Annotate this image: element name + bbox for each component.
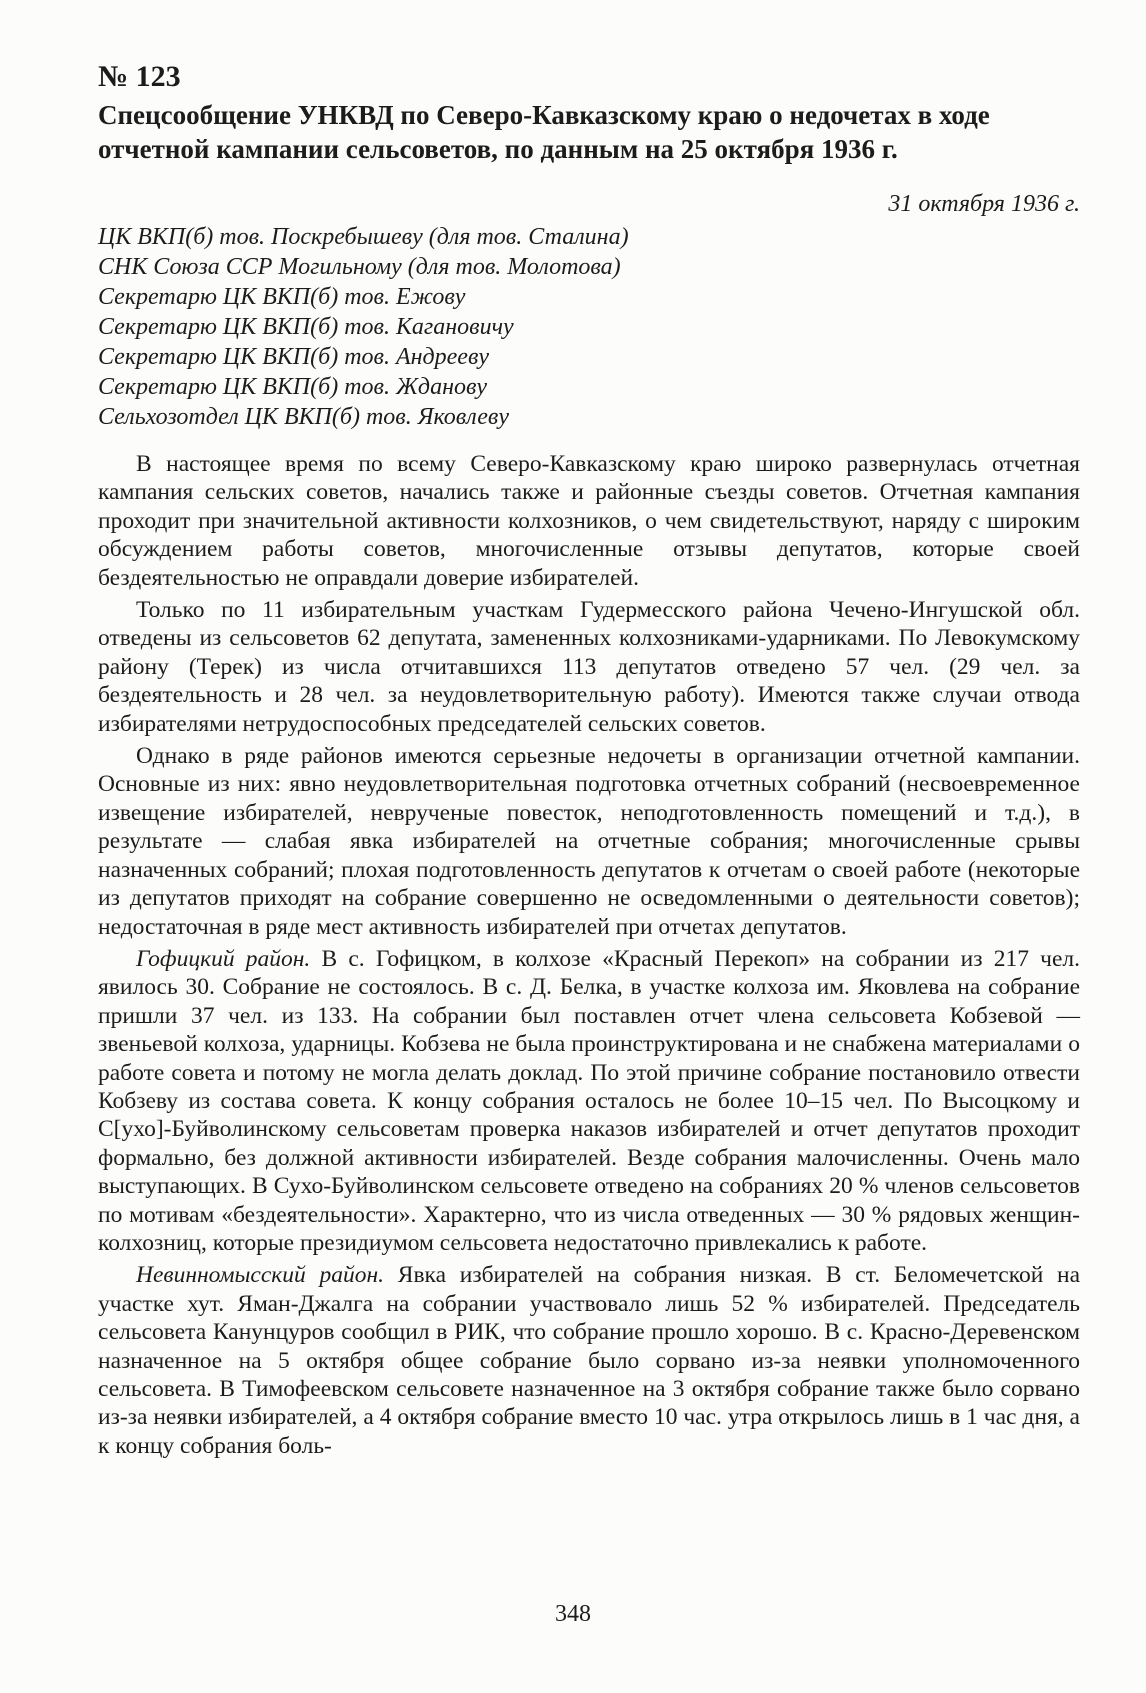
paragraph-text: Явка избирателей на собрания низкая. В ст. Беломечетской на участке хут. Яман-Джалга на собрании участвовало лишь 52 % избирателей. Председатель сельсовета Канунцуров сообщил в РИК, что собрание прошло хорошо. В с. Красно-Деревенском назначенное на 5 октября общее собрание было сорвано из-за неявки уполномоченного сельсовета. В Тимофеевском сельсовете назначенное на 3 октября собрание также было сорвано из-за неявки избирателей, а 4 октября собрание вместо 10 час. утра открылось лишь в 1 час дня, а к концу собрания боль- (98, 1262, 1080, 1459)
district-heading: Невинномысский район. (136, 1262, 385, 1289)
addressee: Секретарю ЦК ВКП(б) тов. Андрееву (98, 344, 490, 370)
addressee: Секретарю ЦК ВКП(б) тов. Жданову (98, 374, 488, 400)
page-number: 348 (555, 1601, 591, 1627)
document-number: № 123 (98, 60, 181, 93)
addressee: ЦК ВКП(б) тов. Поскребышеву (для тов. Сталина) (98, 224, 629, 250)
paragraph-text: В с. Гофицком, в колхозе «Красный Перекоп» на собрании из 217 чел. явилось 30. Собрание не состоялось. В с. Д. Белка, в участке колхоза им. Яковлева на собрание пришли 37 чел. из 133. На собрании был поставлен отчет члена сельсовета Кобзевой — звеньевой колхоза, ударницы. Кобзева не была проинструктирована и не снабжена материалами о работе совета и потому не могла делать доклад. По этой причине собрание постановило отвести Кобзеву из состава совета. К концу собрания осталось не более 10–15 чел. По Высоцкому и С[ухо]-Буйволинскому сельсоветам проверка наказов избирателей и отчет депутатов проходит формально, без должной активности избирателей. Везде собрания малочисленны. Очень мало выступающих. В Сухо-Буйволинском сельсовете отведено на собраниях 20 % членов сельсоветов по мотивам «бездеятельности». Характерно, что из числа отведенных — 30 % рядовых женщин-колхозниц, которые президиумом сельсовета недостаточно привлекались к работе. (98, 945, 1080, 1256)
addressee: Секретарю ЦК ВКП(б) тов. Ежову (98, 284, 466, 310)
document-body (98, 450, 1080, 1464)
addressee-list (98, 222, 1080, 432)
district-heading: Гофицкий район. (136, 945, 311, 972)
addressee: СНК Союза ССР Могильному (для тов. Молотова) (98, 254, 621, 280)
body-paragraph: Однако в ряде районов имеются серьезные недочеты в организации отчетной кампании. Основные из них: явно неудовлетворительная подготовка отчетных собраний (несвоевременное извещение избирателей, неврученые повесток, неподготовленность помещений и т.д.), в результате — слабая явка избирателей на отчетные собрания; многочисленные срывы назначенных собраний; плохая подготовленность депутатов к отчетам о своей работе (некоторые из депутатов приходят на собрание совершенно не осведомленными о деятельности советов); недостаточная в ряде мест активность избирателей при отчетах депутатов. (98, 743, 1080, 940)
addressee: Секретарю ЦК ВКП(б) тов. Кагановичу (98, 314, 514, 340)
body-paragraph: В настоящее время по всему Северо-Кавказскому краю широко развернулась отчетная кампания сельских советов, начались также и районные съезды советов. Отчетная кампания проходит при значительной активности колхозников, о чем свидетельствуют, наряду с широким обсуждением работы советов, многочисленные отзывы депутатов, которые своей бездеятельностью не оправдали доверие избирателей. (98, 451, 1080, 591)
body-paragraph (98, 945, 1080, 1257)
body-paragraph: Только по 11 избирательным участкам Гудермесского района Чечено-Ингушской обл. отведены из сельсоветов 62 депутата, замененных колхозниками-ударниками. По Левокумскому району (Терек) из числа отчитавшихся 113 депутатов отведено 57 чел. (29 чел. за бездеятельность и 28 чел. за неудовлетворительную работу). Имеются также случаи отвода избирателями нетрудоспособных председателей сельских советов. (98, 597, 1080, 737)
document-title: Спецсообщение УНКВД по Северо-Кавказскому краю о недочетах в ходе отчетной кампании сельсоветов, по данным на 25 октября 1936 г. (98, 100, 990, 164)
body-paragraph (98, 1261, 1080, 1460)
addressee: Сельхозотдел ЦК ВКП(б) тов. Яковлеву (98, 404, 509, 430)
document-date: 31 октября 1936 г. (888, 191, 1080, 217)
